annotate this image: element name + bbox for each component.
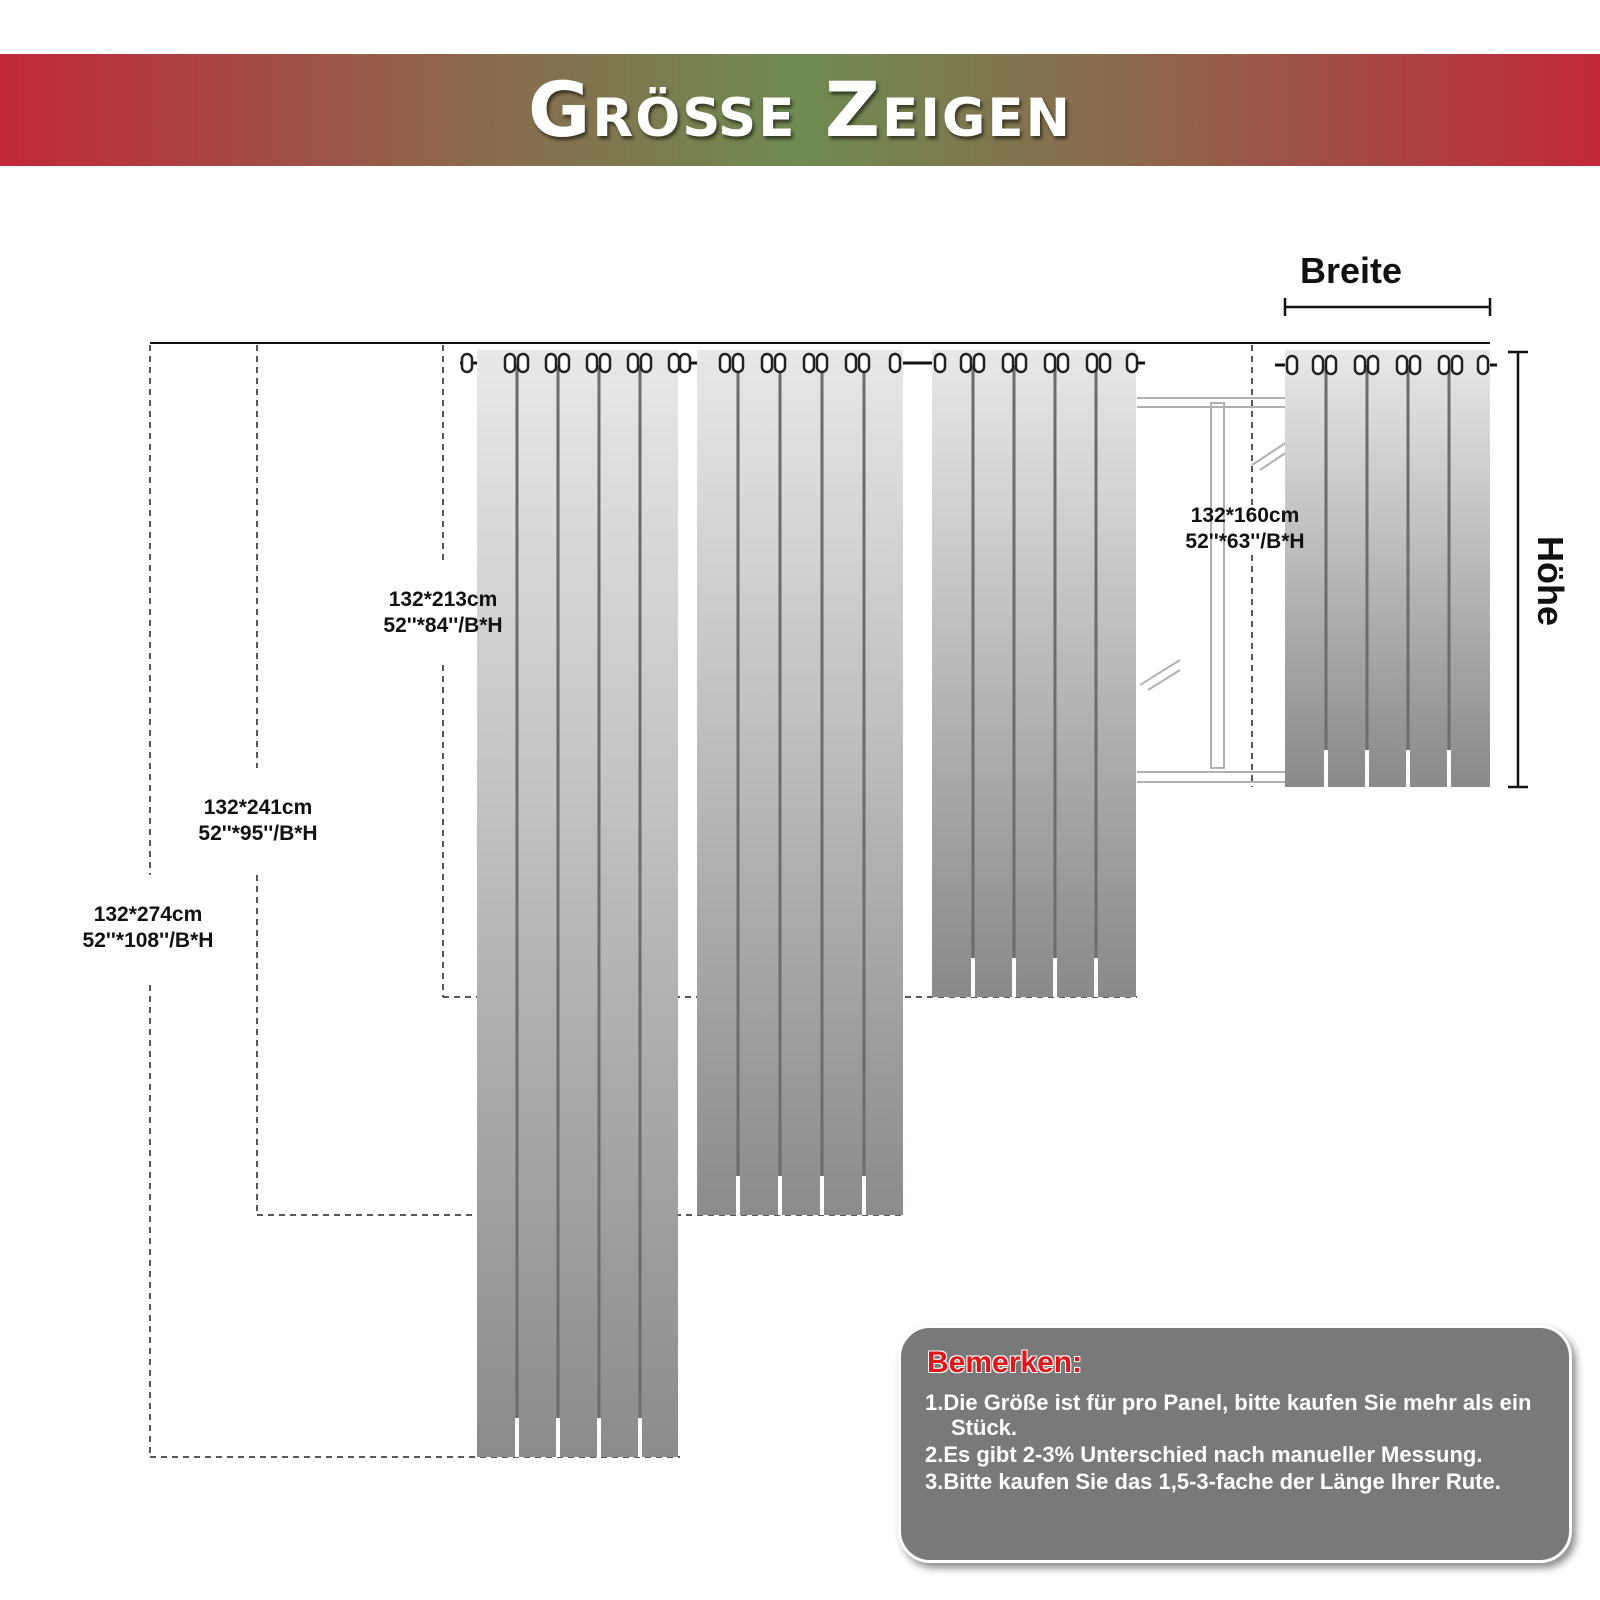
grommet-ring	[669, 354, 679, 372]
notes-title: Bemerken:	[927, 1346, 1083, 1379]
size-label-cm: 132*213cm	[388, 588, 498, 611]
grommet-ring	[859, 354, 869, 372]
grommet-ring	[1016, 354, 1026, 372]
grommet-ring	[961, 354, 971, 372]
grommet-ring	[817, 354, 827, 372]
size-label-cm: 132*274cm	[93, 903, 203, 926]
breite-label: Breite	[1300, 250, 1403, 291]
grommet-ring	[518, 354, 528, 372]
grommet-ring	[1087, 354, 1097, 372]
grommet-ring	[1397, 356, 1407, 374]
grommet-ring	[1003, 354, 1013, 372]
size-label-241	[178, 795, 338, 847]
page-title: Größe Zeigen	[528, 65, 1072, 154]
grommet-ring	[1045, 354, 1055, 372]
grommet-ring	[720, 354, 730, 372]
curtain-panel-160	[1285, 350, 1490, 787]
grommet-ring	[641, 354, 651, 372]
grommet-ring	[462, 354, 472, 372]
breite-dimension-bar	[1285, 298, 1490, 316]
grommet-ring	[1452, 356, 1462, 374]
hoehe-dimension-bar	[1508, 352, 1528, 787]
note-item: 3.Bitte kaufen Sie das 1,5-3-fache der Länge Ihrer Rute.	[925, 1469, 1501, 1494]
grommet-ring	[546, 354, 556, 372]
size-label-inch: 52''*84''/B*H	[383, 614, 503, 637]
grommet-ring	[1410, 356, 1420, 374]
size-label-inch: 52''*95''/B*H	[198, 822, 318, 845]
grommet-ring	[559, 354, 569, 372]
hoehe-label: Höhe	[1530, 536, 1571, 626]
grommet-ring	[505, 354, 515, 372]
window-frame	[1137, 398, 1290, 782]
curtain-panel-241	[697, 350, 903, 1215]
grommet-ring	[1368, 356, 1378, 374]
grommet-ring	[762, 354, 772, 372]
curtain-panel-213	[932, 350, 1136, 997]
grommet-ring	[890, 354, 900, 372]
note-item: 2.Es gibt 2-3% Unterschied nach manueller Messung.	[925, 1442, 1483, 1467]
grommet-ring	[1478, 356, 1488, 374]
grommet-ring	[775, 354, 785, 372]
grommet-ring	[935, 354, 945, 372]
notes-list	[925, 1390, 1555, 1496]
notes-box	[898, 1325, 1572, 1563]
curtain-panel-274	[477, 350, 678, 1457]
size-label-213	[368, 587, 518, 639]
grommet-ring	[1058, 354, 1068, 372]
grommet-ring	[1127, 354, 1137, 372]
size-label-274	[68, 902, 228, 954]
size-label-cm: 132*241cm	[203, 796, 313, 819]
grommet-ring	[846, 354, 856, 372]
grommet-ring	[1100, 354, 1110, 372]
size-label-160	[1170, 503, 1320, 555]
grommet-ring	[733, 354, 743, 372]
size-label-inch: 52''*108''/B*H	[82, 929, 214, 952]
grommet-ring	[628, 354, 638, 372]
grommet-ring	[1287, 356, 1297, 374]
grommet-ring	[974, 354, 984, 372]
grommet-ring	[1439, 356, 1449, 374]
grommet-ring	[600, 354, 610, 372]
grommet-ring	[1313, 356, 1323, 374]
size-label-inch: 52''*63''/B*H	[1185, 530, 1305, 553]
grommet-ring	[1326, 356, 1336, 374]
grommet-ring	[804, 354, 814, 372]
grommet-ring	[680, 354, 690, 372]
grommet-ring	[1355, 356, 1365, 374]
size-label-cm: 132*160cm	[1190, 504, 1300, 527]
note-item: 1.Die Größe ist für pro Panel, bitte kaufen Sie mehr als ein Stück.	[925, 1390, 1532, 1440]
grommet-ring	[587, 354, 597, 372]
